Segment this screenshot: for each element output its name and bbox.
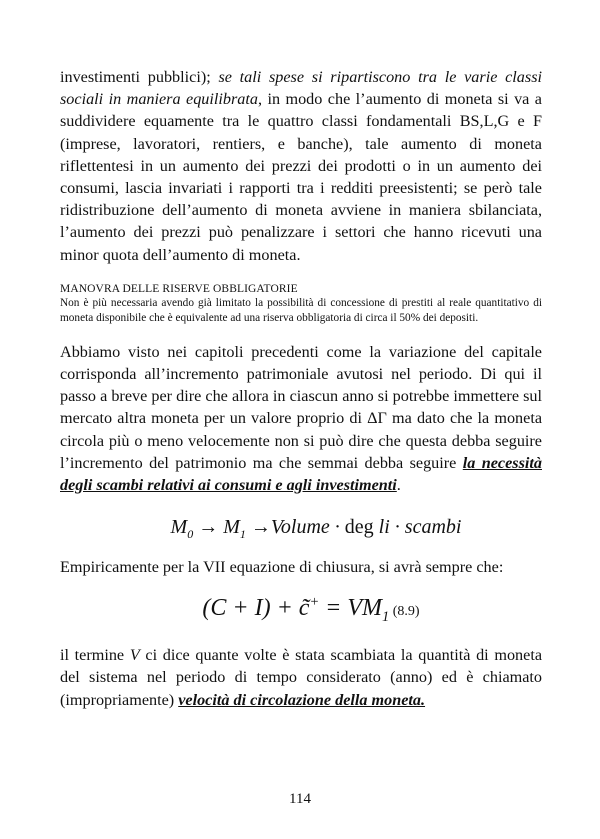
text-run: il termine xyxy=(60,646,130,665)
formula-rhs: = VM xyxy=(319,595,383,622)
variable-v: V xyxy=(129,646,140,665)
text-run: ma dato che la moneta circola più o meno velocemente non si può dire che questa debba seguire l’incremento del patrimonio ma che semmai debba seguire xyxy=(60,409,542,472)
note-block xyxy=(60,282,542,327)
paragraph-income-distribution xyxy=(60,66,542,266)
formula-arrow: → xyxy=(245,516,271,539)
paragraph-closure-equation: Empiricamente per la VII equazione di chiusura, si avrà sempre che: xyxy=(60,558,504,577)
italic-phrase: se tali spese si ripartiscono tra le varie classi sociali in maniera equilibrata xyxy=(60,68,542,109)
formula-8-9 xyxy=(60,594,542,626)
text-run: investimenti pubblici); xyxy=(60,68,219,86)
text-run: Abbiamo visto nei capitoli precedenti come la variazione del capitale corrisponda all’incremento patrimoniale avutosi nel periodo. Di qui il passo a breve per dire che allora in ciascun anno si potrebbe immettere sul mercato altra moneta per un valore proprio di xyxy=(60,342,542,428)
page-number: 114 xyxy=(289,791,311,807)
emphasis-phrase: la necessità degli scambi relativi ai consumi e agli investimenti xyxy=(60,453,542,495)
formula-exchange-volume xyxy=(60,516,542,542)
formula-subscript: 1 xyxy=(239,527,246,542)
formula-subscript: 1 xyxy=(382,609,390,626)
formula-term: deg xyxy=(344,516,374,539)
text-run: . xyxy=(396,476,401,495)
equation-number: (8.9) xyxy=(389,604,420,620)
text-run: , in modo che l’aumento di moneta si va a suddividere equamente tra le quattro classi fondamentali BS,L,G e F (imprese, lavoratori, rentiers, e banche), tale aumento di moneta riflettentesi in un aumento dei prezzi dei prodotti o in un aumento dei consumi, lascia invariati i rapporti tra i redditi preesistenti; se però tale ridistribuzione dell’aumento di moneta avviene in maniera sbilanciata, l’aumento dei prezzi può penalizzare i settori che hanno ricevuti una minor quota dell’aumento di moneta. xyxy=(60,90,542,264)
formula-term: Volume · xyxy=(270,516,345,539)
paragraph-capital-variation xyxy=(60,341,542,496)
formula-term: li · scambi xyxy=(373,516,462,539)
formula-arrow: → xyxy=(193,516,224,539)
page-body xyxy=(60,66,542,711)
formula-superscript: + xyxy=(309,594,320,611)
emphasis-phrase: velocità di circolazione della moneta. xyxy=(178,690,426,709)
text-run: ci dice quante volte è stata scambiata la quantità di moneta del sistema nel periodo di tempo considerato (anno) ed è chiamato (impropriamente) xyxy=(60,646,543,709)
formula-term: M xyxy=(223,516,240,539)
formula-term: M xyxy=(170,516,188,539)
paragraph-velocity xyxy=(60,644,542,711)
note-text: Non è più necessaria avendo già limitato la possibilità di concessione di prestiti al reale quantitativo di moneta disponibile che è equivalente ad una riserva obbligatoria di circa il 50% dei depositi. xyxy=(60,296,542,325)
delta-gamma-symbol: ΔΓ xyxy=(367,409,387,428)
note-title: MANOVRA DELLE RISERVE OBBLIGATORIE xyxy=(60,282,298,295)
formula-lhs: (C + I) + c̃ xyxy=(202,595,310,622)
formula-subscript: 0 xyxy=(187,527,194,542)
